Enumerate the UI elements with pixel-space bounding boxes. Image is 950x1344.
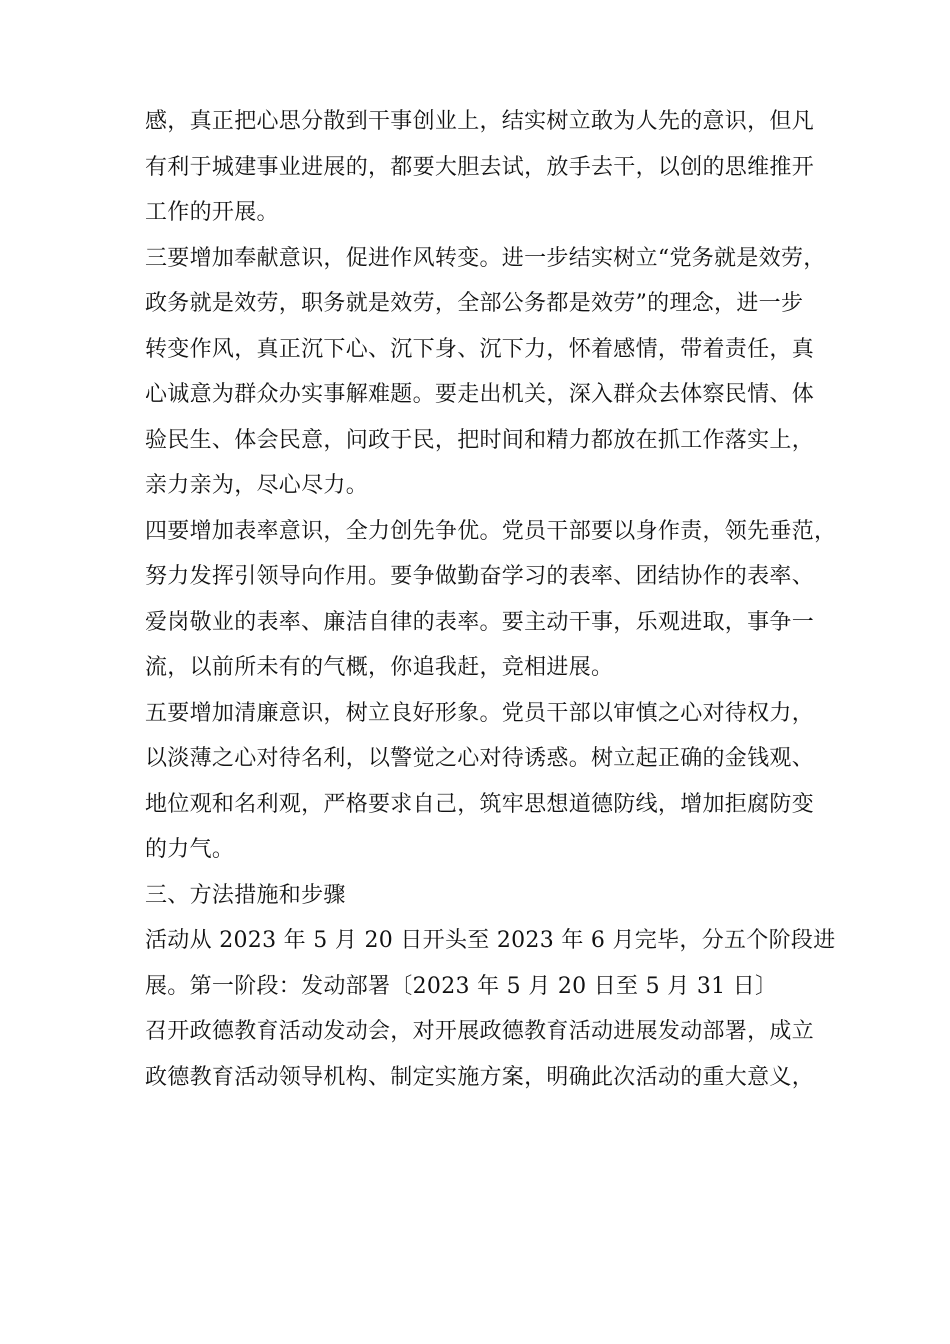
text-line: 以淡薄之心对待名利，以警觉之心对待诱惑。树立起正确的金钱观、 bbox=[145, 746, 815, 771]
text-line: 爱岗敬业的表率、廉洁自律的表率。要主动干事，乐观进取，事争一 bbox=[145, 609, 815, 635]
document-body bbox=[145, 99, 837, 1100]
text-line: 验民生、体会民意，问政于民，把时间和精力都放在抓工作落实上， bbox=[145, 427, 815, 453]
text-line: 五要增加清廉意识，树立良好形象。党员干部以审慎之心对待权力， bbox=[145, 700, 815, 726]
text-line: 感，真正把心思分散到干事创业上，结实树立敢为人先的意识，但凡 bbox=[145, 109, 815, 134]
text-line: 心诚意为群众办实事解难题。要走出机关，深入群众去体察民情、体 bbox=[145, 382, 815, 407]
text-line: 有利于城建事业进展的，都要大胆去试，放手去干，以创的思维推开 bbox=[145, 154, 815, 180]
text-line: 的力气。 bbox=[145, 837, 235, 862]
text-line: 三要增加奉献意识，促进作风转变。进一步结实树立“党务就是效劳， bbox=[145, 245, 826, 271]
text-line: 四要增加表率意识，全力创先争优。党员干部要以身作责，领先垂范， bbox=[145, 518, 837, 544]
text-line: 召开政德教育活动发动会，对开展政德教育活动进展发动部署，成立 bbox=[145, 1019, 815, 1044]
section-heading: 三、方法措施和步骤 bbox=[145, 882, 346, 908]
text-line: 努力发挥引领导向作用。要争做勤奋学习的表率、团结协作的表率、 bbox=[145, 564, 815, 589]
text-line: 政德教育活动领导机构、制定实施方案，明确此次活动的重大意义， bbox=[145, 1064, 815, 1090]
text-line: 转变作风，真正沉下心、沉下身、沉下力，怀着感情，带着责任，真 bbox=[145, 336, 815, 362]
text-line: 活动从 2023 年 5 月 20 日开头至 2023 年 6 月完毕，分五个阶段进 bbox=[145, 928, 836, 953]
text-line: 地位观和名利观，严格要求自己，筑牢思想道德防线，增加拒腐防变 bbox=[145, 791, 815, 817]
text-line: 政务就是效劳，职务就是效劳，全部公务都是效劳”的理念，进一步 bbox=[145, 291, 804, 316]
text-line: 展。第一阶段：发动部署〔2023 年 5 月 20 日至 5 月 31 日〕 bbox=[145, 973, 778, 999]
text-line: 工作的开展。 bbox=[145, 200, 279, 225]
text-line: 亲力亲为，尽心尽力。 bbox=[145, 473, 369, 498]
text-line: 流，以前所未有的气概，你追我赶，竞相进展。 bbox=[145, 655, 614, 680]
